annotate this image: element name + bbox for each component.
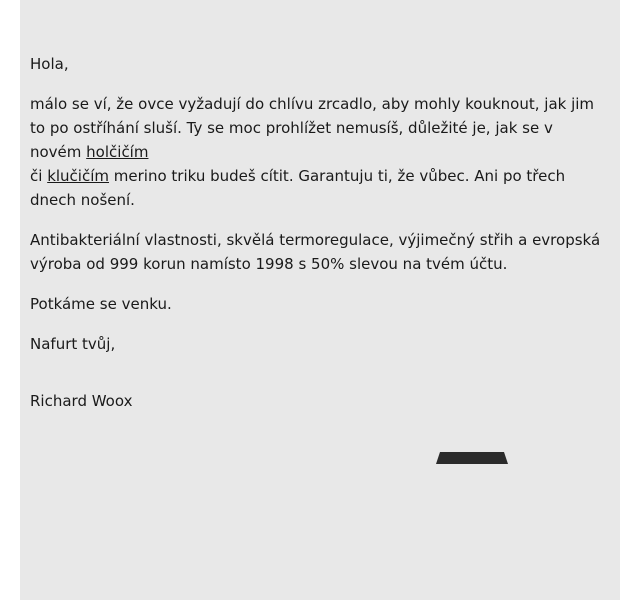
closing-text: Nafurt tvůj, (30, 335, 116, 353)
decorative-dark-shape (436, 452, 508, 464)
meet-outside-text: Potkáme se venku. (30, 295, 172, 313)
boys-shirt-link[interactable]: klučičím (47, 167, 109, 185)
intro-paragraph (30, 92, 608, 212)
intro-text-part2: či (30, 167, 48, 185)
email-body-panel (20, 0, 620, 600)
intro-text-part1: málo se ví, že ovce vyžadují do chlívu zrcadlo, aby mohly kouknout, jak jim to po ostříhání sluší. Ty se moc prohlížet nemusíš, důležité je, jak se v novém (30, 95, 595, 161)
greeting-text: Hola, (30, 55, 69, 73)
intro-text-part3: merino triku budeš cítit. Garantuju ti, že vůbec. Ani po třech dnech nošení. (30, 167, 566, 209)
offer-paragraph: Antibakteriální vlastnosti, skvělá termoregulace, výjimečný střih a evropská výroba od 999 korun namísto 1998 s 50% slevou na tvém účtu. (30, 231, 601, 273)
girls-shirt-link[interactable]: holčičím (86, 143, 149, 161)
signature-name: Richard Woox (30, 392, 133, 410)
email-content (30, 52, 608, 413)
